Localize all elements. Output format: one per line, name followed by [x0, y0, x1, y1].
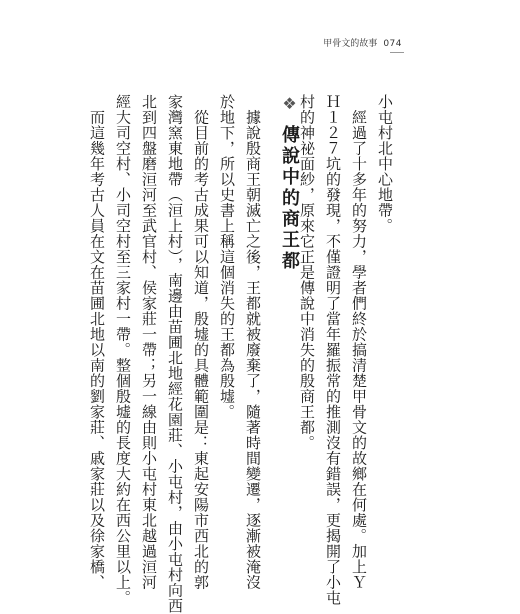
text-column-2: 經過了十多年的努力，學者們終於搞清楚甲骨文的故鄉在何處。加上Ｙ	[350, 94, 368, 590]
text-column-5: 據說殷商王朝滅亡之後，王都就被廢棄了，隨著時間變遷，逐漸被淹沒	[244, 94, 262, 590]
page-number: 074	[383, 39, 402, 49]
heading-marker-icon: ❖	[280, 94, 299, 116]
section-heading-text: 傳說中的商王都	[279, 125, 300, 273]
header-rule	[390, 52, 404, 53]
text-column-3: Ｈ１２７坑的發現，不僅證明了當年羅振常的推測沒有錯誤，更揭開了小屯	[324, 94, 342, 606]
text-column-10: 經大司空村、小司空村至三家村一帶。整個殷墟的長度大約在西公里以上。	[114, 94, 132, 606]
text-column-9: 北到四盤磨洹河至武官村、侯家莊一帶；另一線由則小屯村東北越過洹河	[140, 94, 158, 590]
text-column-6: 於地下，所以史書上稱這個消失的王都為殷墟。	[218, 94, 236, 420]
running-header	[323, 36, 402, 49]
book-title: 甲骨文的故事	[323, 39, 378, 49]
text-column-11: 而這幾年考古人員在文在苗圃北地以南的劉家莊、戚家莊以及徐家橋、	[88, 94, 106, 590]
text-column-1: 小屯村北中心地帶。	[376, 94, 394, 234]
text-column-7: 從目前的考古成果可以知道，殷墟的具體範圍是：東起安陽市西北的郭	[192, 94, 210, 590]
section-heading	[276, 94, 302, 272]
text-column-8: 家灣窯東地帶（洹上村），南邊由苗圃北地經花園莊、小屯村，由小屯村向西	[166, 94, 184, 614]
text-column-4: 村的神祕面紗，原來它正是傳說中消失的殷商王都。	[298, 94, 316, 451]
